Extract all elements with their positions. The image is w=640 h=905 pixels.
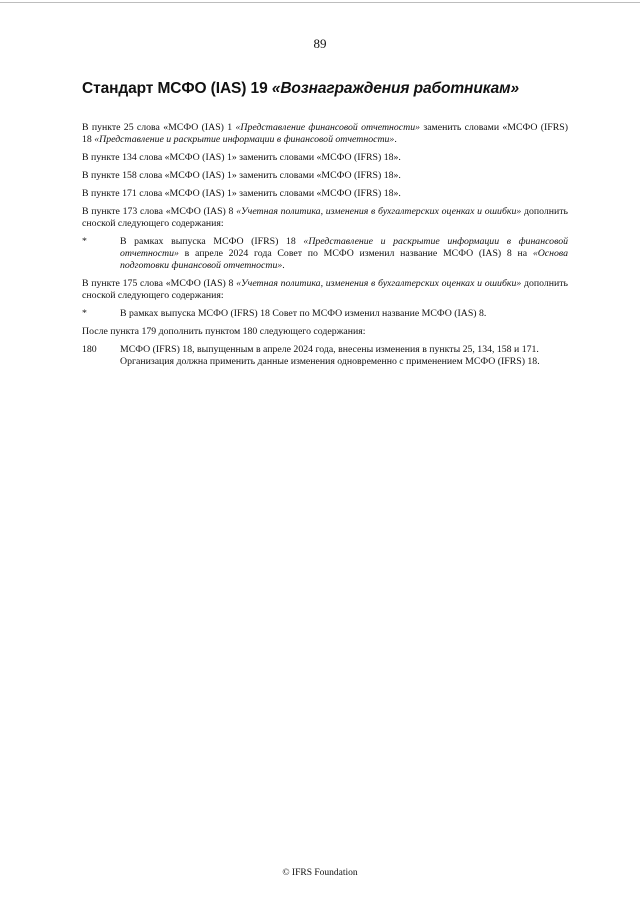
- paragraph-25: В пункте 25 слова «МСФО (IAS) 1 «Представление финансовой отчетности» заменить словами «МСФО (IFRS) 18 «Представление и раскрытие информации в финансовой отчетности».: [82, 122, 569, 145]
- paragraph-text: МСФО (IFRS) 18, выпущенным в апреле 2024 года, внесены изменения в пункты 25, 134, 158 и 171. Организация должна применить данные изменения одновременно с применением МСФО (IFRS) 18.: [120, 344, 540, 367]
- title-plain: Стандарт МСФО (IAS) 19: [82, 80, 272, 97]
- paragraph-171: В пункте 171 слова «МСФО (IAS) 1» заменить словами «МСФО (IFRS) 18».: [82, 188, 401, 199]
- paragraph-number: 180: [82, 344, 97, 355]
- paragraph-175: В пункте 175 слова «МСФО (IAS) 8 «Учетная политика, изменения в бухгалтерских оценках и ошибки» дополнить сноской следующего содержания:: [82, 278, 568, 301]
- footnote-175: [82, 308, 568, 320]
- page-number: 89: [313, 36, 327, 51]
- footnote-text: В рамках выпуска МСФО (IFRS) 18 Совет по МСФО изменил название МСФО (IAS) 8.: [120, 308, 487, 319]
- page-title: [82, 80, 582, 98]
- paragraph-180: [82, 344, 568, 368]
- top-border-line: [0, 2, 640, 3]
- paragraph-179: После пункта 179 дополнить пунктом 180 следующего содержания:: [82, 326, 366, 337]
- footnote-173: [82, 236, 568, 272]
- paragraph-134: В пункте 134 слова «МСФО (IAS) 1» заменить словами «МСФО (IFRS) 18».: [82, 152, 401, 163]
- footnote-marker: *: [82, 308, 87, 319]
- title-italic: «Вознаграждения работникам»: [271, 80, 520, 97]
- footer-copyright: © IFRS Foundation: [282, 868, 358, 878]
- document-body: [82, 122, 568, 368]
- paragraph-173: В пункте 173 слова «МСФО (IAS) 8 «Учетная политика, изменения в бухгалтерских оценках и ошибки» дополнить сноской следующего содержания:: [82, 206, 568, 229]
- paragraph-158: В пункте 158 слова «МСФО (IAS) 1» заменить словами «МСФО (IFRS) 18».: [82, 170, 401, 181]
- footnote-marker: *: [82, 236, 87, 247]
- footnote-text: В рамках выпуска МСФО (IFRS) 18 «Представление и раскрытие информации в финансовой отчетности» в апреле 2024 года Совет по МСФО изменил название МСФО (IAS) 8 на «Основа подготовки финансовой отчетности».: [120, 236, 568, 271]
